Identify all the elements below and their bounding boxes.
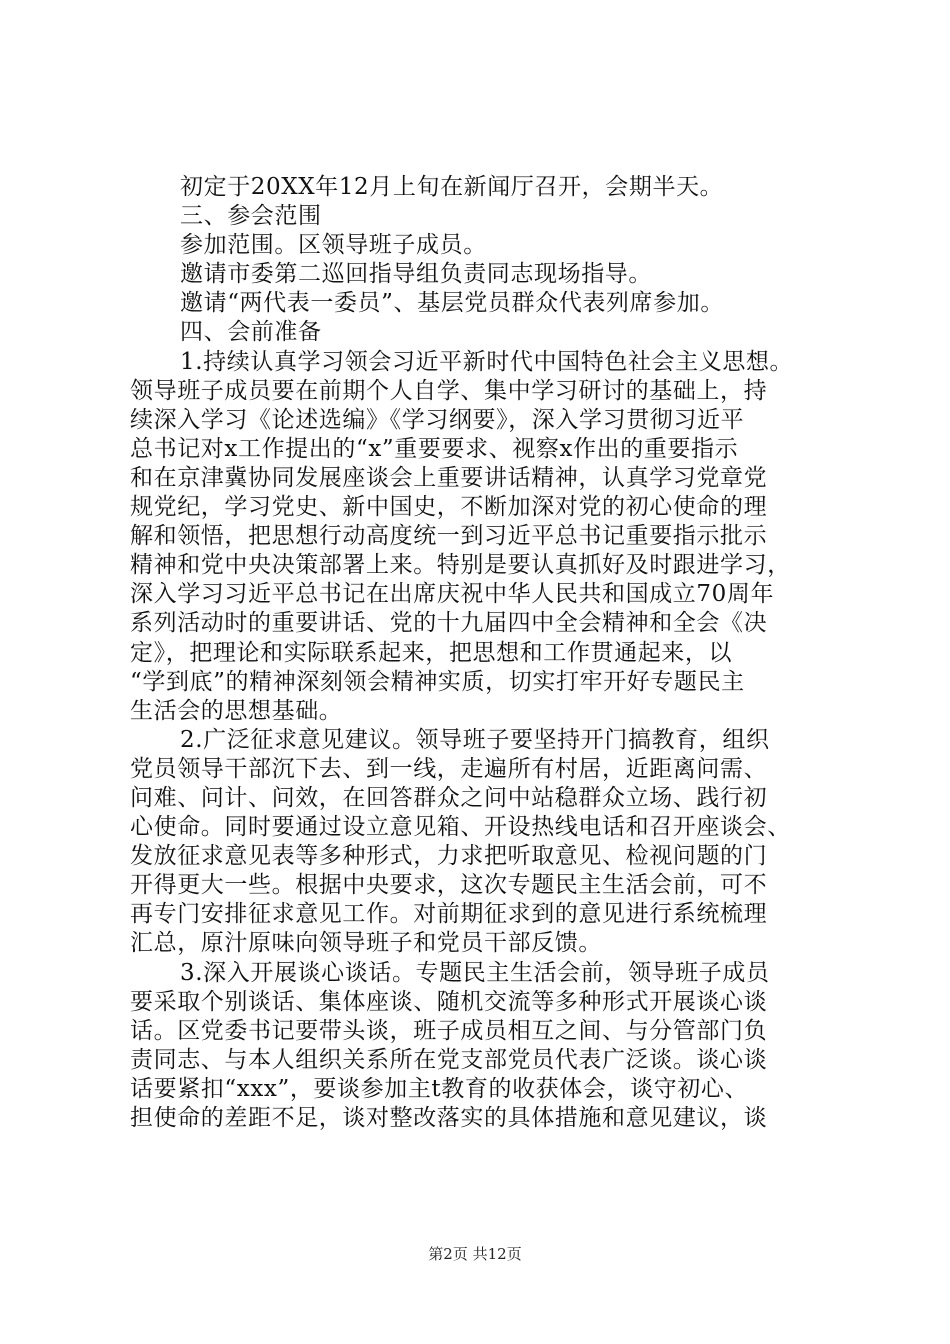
text-line: 问难、问计、问效，在回答群众之问中站稳群众立场、践行初: [130, 784, 768, 811]
text-line: 再专门安排征求意见工作。对前期征求到的意见进行系统梳理: [130, 901, 768, 928]
text-line: 要采取个别谈话、集体座谈、随机交流等多种形式开展谈心谈: [130, 988, 768, 1015]
text-line: 三、参会范围: [180, 203, 322, 230]
text-line: 和在京津冀协同发展座谈会上重要讲话精神，认真学习党章党: [130, 464, 768, 491]
text-line: 邀请“两代表一委员”、基层党员群众代表列席参加。: [180, 290, 724, 317]
text-line: 初定于20XX年12月上旬在新闻厅召开，会期半天。: [180, 174, 724, 200]
text-line: “学到底”的精神深刻领会精神实质，切实打牢开好专题民主: [130, 668, 745, 695]
text-line: 生活会的思想基础。: [130, 697, 343, 724]
page-footer: 第2页 共12页: [428, 1245, 522, 1263]
text-line: 邀请市委第二巡回指导组负责同志现场指导。: [180, 261, 652, 288]
text-line: 四、会前准备: [180, 319, 322, 346]
text-line: 发放征求意见表等多种形式，力求把听取意见、检视问题的门: [130, 843, 768, 870]
text-line: 1.持续认真学习领会习近平新时代中国特色社会主义思想。: [180, 348, 794, 375]
text-line: 参加范围。区领导班子成员。: [180, 232, 487, 259]
text-line: 心使命。同时要通过设立意见箱、开设热线电话和召开座谈会、: [130, 814, 791, 841]
text-line: 系列活动时的重要讲话、党的十九届四中全会精神和全会《决: [130, 610, 768, 637]
text-line: 定》，把理论和实际联系起来，把思想和工作贯通起来，以: [130, 639, 733, 666]
document-body: [130, 173, 850, 1133]
text-line: 规党纪，学习党史、新中国史，不断加深对党的初心使命的理: [130, 494, 768, 521]
text-line: 总书记对x工作提出的“x”重要要求、视察x作出的重要指示: [130, 435, 739, 462]
text-line: 话。区党委书记要带头谈，班子成员相互之间、与分管部门负: [130, 1017, 768, 1044]
text-line: 汇总，原汁原味向领导班子和党员干部反馈。: [130, 930, 602, 957]
text-line: 续深入学习《论述选编》《学习纲要》，深入学习贯彻习近平: [130, 406, 745, 433]
text-line: 3.深入开展谈心谈话。专题民主生活会前，领导班子成员: [180, 959, 770, 986]
text-line: 话要紧扣“xxx”，要谈参加主t教育的收获体会，谈守初心、: [130, 1075, 749, 1102]
text-line: 领导班子成员要在前期个人自学、集中学习研讨的基础上，持: [130, 377, 768, 404]
text-line: 责同志、与本人组织关系所在党支部党员代表广泛谈。谈心谈: [130, 1046, 768, 1073]
text-line: 解和领悟，把思想行动高度统一到习近平总书记重要指示批示: [130, 523, 768, 550]
text-line: 开得更大一些。根据中央要求，这次专题民主生活会前，可不: [130, 872, 768, 899]
text-line: 精神和党中央决策部署上来。特别是要认真抓好及时跟进学习，: [130, 552, 791, 579]
text-line: 党员领导干部沉下去、到一线，走遍所有村居，近距离问需、: [130, 755, 768, 782]
text-line: 2.广泛征求意见建议。领导班子要坚持开门搞教育，组织: [180, 726, 770, 753]
text-line: 担使命的差距不足，谈对整改落实的具体措施和意见建议，谈: [130, 1105, 768, 1131]
text-line: 深入学习习近平总书记在出席庆祝中华人民共和国成立70周年: [130, 581, 775, 608]
